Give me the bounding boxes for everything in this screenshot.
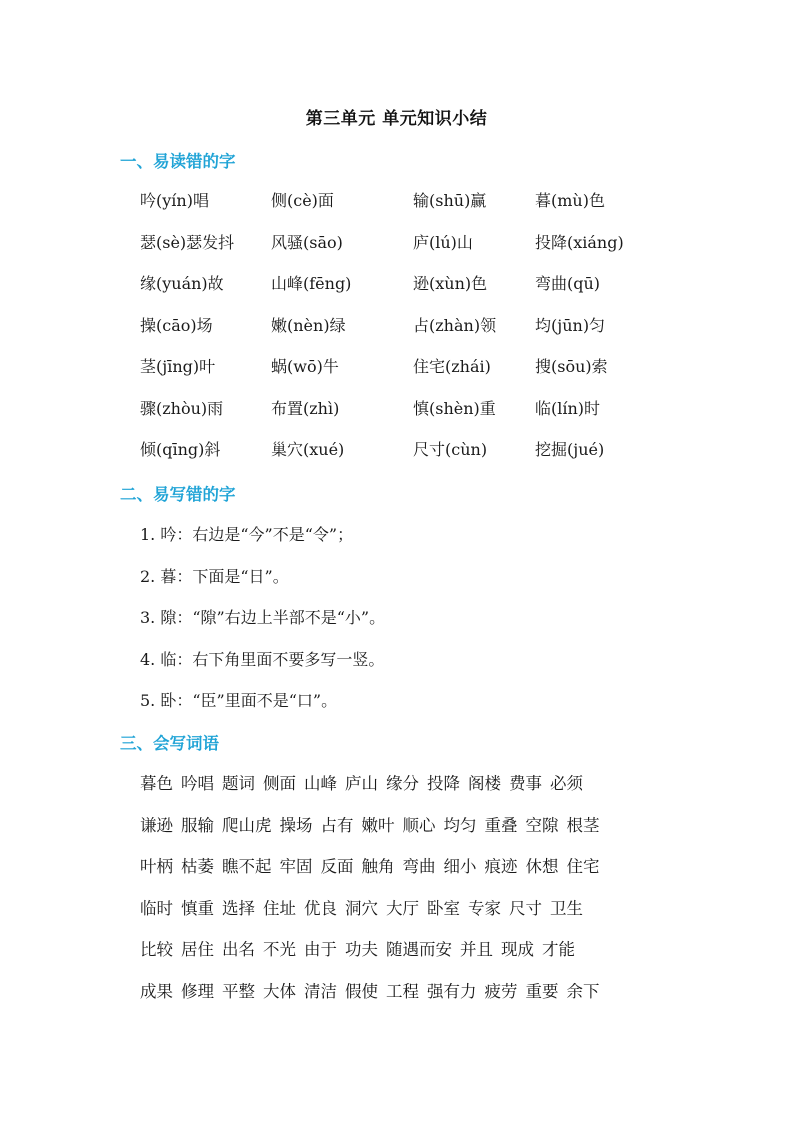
pinyin-item: 嫩(nèn)绿 bbox=[271, 315, 346, 335]
pinyin-item: 布置(zhì) bbox=[271, 398, 340, 418]
vocabulary-word: 强有力 bbox=[427, 981, 477, 1001]
pinyin-item: 临(lín)时 bbox=[535, 398, 601, 418]
vocabulary-word: 缘分 bbox=[386, 774, 419, 793]
vocabulary-list bbox=[140, 770, 608, 1019]
vocabulary-word: 出名 bbox=[222, 940, 255, 959]
vocabulary-word: 修理 bbox=[181, 981, 214, 1001]
vocabulary-word: 必须 bbox=[550, 774, 583, 793]
vocabulary-row bbox=[140, 770, 608, 812]
vocabulary-word: 庐山 bbox=[345, 774, 378, 793]
pinyin-item: 侧(cè)面 bbox=[271, 191, 334, 210]
vocabulary-word: 占有 bbox=[320, 815, 354, 835]
vocabulary-word: 爬山虎 bbox=[222, 815, 272, 835]
vocabulary-word: 才能 bbox=[542, 940, 575, 959]
pinyin-item: 均(jūn)匀 bbox=[535, 315, 606, 335]
vocabulary-word: 重要 bbox=[525, 981, 559, 1001]
vocabulary-word: 服输 bbox=[181, 815, 214, 835]
pinyin-item: 住宅(zhái) bbox=[413, 357, 491, 376]
vocabulary-word: 痕迹 bbox=[484, 857, 518, 876]
pinyin-item: 倾(qīng)斜 bbox=[140, 440, 221, 459]
pinyin-item: 挖掘(jué) bbox=[535, 440, 605, 459]
miswrite-notes-list bbox=[140, 522, 385, 730]
vocabulary-word: 山峰 bbox=[304, 774, 337, 793]
pinyin-item: 骤(zhòu)雨 bbox=[140, 398, 224, 418]
vocabulary-word: 大体 bbox=[263, 981, 296, 1001]
vocabulary-word: 细小 bbox=[443, 857, 477, 876]
vocabulary-word: 瞧不起 bbox=[222, 857, 272, 876]
vocabulary-word: 功夫 bbox=[345, 940, 378, 959]
vocabulary-word: 费事 bbox=[509, 774, 542, 793]
pinyin-item: 风骚(sāo) bbox=[271, 232, 343, 252]
vocabulary-word: 优良 bbox=[304, 898, 337, 918]
vocabulary-word: 休想 bbox=[525, 857, 559, 876]
vocabulary-word: 吟唱 bbox=[181, 774, 214, 793]
pinyin-item: 茎(jīng)叶 bbox=[140, 357, 216, 376]
vocabulary-word: 现成 bbox=[501, 940, 534, 959]
note-item: 3. 隙：“隙”右边上半部不是“小”。 bbox=[140, 608, 386, 627]
vocabulary-word: 成果 bbox=[140, 981, 173, 1001]
vocabulary-word: 疲劳 bbox=[484, 981, 518, 1001]
pinyin-item: 缘(yuán)故 bbox=[140, 274, 224, 293]
pinyin-item: 瑟(sè)瑟发抖 bbox=[140, 232, 235, 252]
vocabulary-word: 触角 bbox=[361, 857, 395, 876]
pinyin-item: 投降(xiáng) bbox=[535, 232, 624, 252]
vocabulary-word: 题词 bbox=[222, 774, 255, 793]
vocabulary-word: 顺心 bbox=[402, 815, 436, 835]
vocabulary-word: 暮色 bbox=[140, 774, 173, 793]
vocabulary-word: 工程 bbox=[386, 981, 419, 1001]
pinyin-item: 吟(yín)唱 bbox=[140, 191, 209, 210]
vocabulary-word: 并且 bbox=[460, 940, 493, 959]
section-heading-misread: 一、易读错的字 bbox=[120, 152, 236, 171]
pinyin-item: 弯曲(qū) bbox=[535, 274, 601, 293]
pinyin-item: 慎(shèn)重 bbox=[413, 398, 496, 418]
pinyin-item: 占(zhàn)领 bbox=[413, 315, 497, 335]
vocabulary-row bbox=[140, 812, 608, 854]
vocabulary-row bbox=[140, 853, 608, 895]
vocabulary-word: 由于 bbox=[304, 940, 337, 959]
vocabulary-row bbox=[140, 895, 608, 937]
pinyin-item: 庐(lú)山 bbox=[413, 232, 473, 252]
vocabulary-word: 住址 bbox=[263, 898, 296, 918]
vocabulary-word: 专家 bbox=[468, 898, 501, 918]
vocabulary-word: 慎重 bbox=[181, 898, 214, 918]
vocabulary-word: 重叠 bbox=[484, 815, 518, 835]
vocabulary-word: 余下 bbox=[566, 981, 600, 1001]
vocabulary-word: 尺寸 bbox=[509, 898, 542, 918]
vocabulary-word: 比较 bbox=[140, 940, 173, 959]
vocabulary-row bbox=[140, 936, 608, 978]
vocabulary-word: 不光 bbox=[263, 940, 296, 959]
vocabulary-word: 住宅 bbox=[566, 857, 600, 876]
note-item: 5. 卧：“臣”里面不是“口”。 bbox=[140, 691, 338, 710]
note-item: 4. 临：右下角里面不要多写一竖。 bbox=[140, 649, 385, 669]
pinyin-item: 暮(mù)色 bbox=[535, 191, 605, 210]
vocabulary-word: 投降 bbox=[427, 774, 460, 793]
vocabulary-word: 均匀 bbox=[443, 815, 477, 835]
vocabulary-word: 卧室 bbox=[427, 898, 460, 918]
vocabulary-word: 空隙 bbox=[525, 815, 559, 835]
pinyin-item: 搜(sōu)索 bbox=[535, 357, 608, 376]
vocabulary-word: 选择 bbox=[222, 898, 255, 918]
vocabulary-word: 枯萎 bbox=[181, 857, 214, 876]
misread-characters-grid bbox=[140, 188, 665, 479]
note-item: 1. 吟：右边是“今”不是“令”； bbox=[140, 525, 354, 544]
pinyin-item: 操(cāo)场 bbox=[140, 315, 213, 335]
vocabulary-word: 假使 bbox=[345, 981, 378, 1001]
vocabulary-word: 随遇而安 bbox=[386, 940, 452, 959]
vocabulary-word: 牢固 bbox=[279, 857, 313, 876]
vocabulary-word: 清洁 bbox=[304, 981, 337, 1001]
note-item: 2. 暮：下面是“日”。 bbox=[140, 566, 289, 586]
vocabulary-word: 平整 bbox=[222, 981, 255, 1001]
vocabulary-word: 叶柄 bbox=[140, 857, 173, 876]
pinyin-item: 逊(xùn)色 bbox=[413, 274, 488, 293]
vocabulary-word: 嫩叶 bbox=[361, 815, 395, 835]
section-heading-miswrite: 二、易写错的字 bbox=[120, 485, 236, 504]
vocabulary-word: 弯曲 bbox=[402, 857, 436, 876]
pinyin-item: 山峰(fēng) bbox=[271, 274, 352, 293]
pinyin-item: 巢穴(xué) bbox=[271, 440, 345, 459]
section-heading-vocabulary: 三、会写词语 bbox=[120, 734, 219, 753]
page-title: 第三单元 单元知识小结 bbox=[305, 109, 488, 129]
vocabulary-word: 居住 bbox=[181, 940, 214, 959]
vocabulary-word: 大厅 bbox=[386, 898, 419, 918]
vocabulary-word: 操场 bbox=[279, 815, 313, 835]
vocabulary-word: 临时 bbox=[140, 898, 173, 918]
vocabulary-word: 卫生 bbox=[550, 898, 583, 918]
vocabulary-row bbox=[140, 978, 608, 1020]
pinyin-item: 输(shū)赢 bbox=[413, 191, 487, 210]
vocabulary-word: 阁楼 bbox=[468, 774, 501, 793]
pinyin-item: 蜗(wō)牛 bbox=[271, 357, 339, 376]
vocabulary-word: 根茎 bbox=[566, 815, 600, 835]
vocabulary-word: 侧面 bbox=[263, 774, 296, 793]
pinyin-item: 尺寸(cùn) bbox=[413, 440, 488, 459]
vocabulary-word: 反面 bbox=[320, 857, 354, 876]
vocabulary-word: 洞穴 bbox=[345, 898, 378, 918]
vocabulary-word: 谦逊 bbox=[140, 815, 173, 835]
